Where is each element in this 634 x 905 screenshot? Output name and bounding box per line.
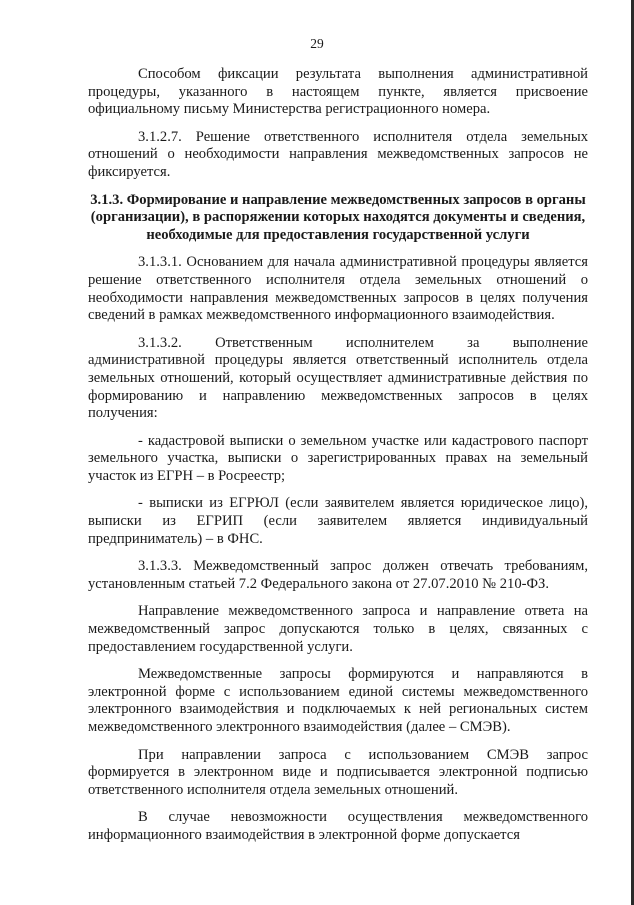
paragraph-smev: Межведомственные запросы формируются и направляются в электронной форме с использованием единой системы межведомственного электронного взаимодействия и подключаемых к ней региональных систем межведомственного электронного взаимодействия (далее – СМЭВ). (88, 666, 588, 735)
paragraph-impossibility: В случае невозможности осуществления межведомственного информационного взаимодействия в электронной форме допускается (88, 809, 588, 843)
paragraph-electronic-signature: При направлении запроса с использованием СМЭВ запрос формируется в электронном виде и подписывается электронной подписью ответственного исполнителя отдела земельных отношений. (88, 746, 588, 798)
paragraph-request-direction: Направление межведомственного запроса и направление ответа на межведомственный запрос допускаются только в целях, связанных с предоставлением государственной услуги. (88, 603, 588, 655)
paragraph-3-1-3-3: 3.1.3.3. Межведомственный запрос должен отвечать требованиям, установленным статьей 7.2 Федерального закона от 27.07.2010 № 210-ФЗ. (88, 558, 588, 592)
paragraph-3-1-2-7: 3.1.2.7. Решение ответственного исполнителя отдела земельных отношений о необходимости направления межведомственных запросов не фиксируется. (88, 128, 588, 180)
paragraph-3-1-3-2: 3.1.3.2. Ответственным исполнителем за выполнение административной процедуры является ответственный исполнитель отдела земельных отношений, который осуществляет административные действия по формированию и направлению межведомственных запросов в целях получения: (88, 334, 588, 422)
page-number: 29 (310, 36, 324, 51)
section-heading-3-1-3: 3.1.3. Формирование и направление межведомственных запросов в органы (организации), в распоряжении которых находятся документы и сведения, необходимые для предоставления государственной услуги (90, 191, 586, 243)
document-body (88, 66, 588, 855)
list-item-rosreestr: - кадастровой выписки о земельном участке или кадастрового паспорт земельного участка, выписки о зарегистрированных правах на земельный участок из ЕГРН – в Росреестр; (88, 432, 588, 484)
list-item-fns: - выписки из ЕГРЮЛ (если заявителем является юридическое лицо), выписки из ЕГРИП (если заявителем является индивидуальный предприниматель) – в ФНС. (88, 495, 588, 547)
paragraph-fixation-method: Способом фиксации результата выполнения административной процедуры, указанного в настоящем пункте, является присвоение официальному письму Министерства регистрационного номера. (88, 66, 588, 118)
paragraph-3-1-3-1: 3.1.3.1. Основанием для начала административной процедуры является решение ответственного исполнителя отдела земельных отношений о необходимости направления межведомственных запросов в целях получения сведений в рамках межведомственного информационного взаимодействия. (88, 254, 588, 324)
